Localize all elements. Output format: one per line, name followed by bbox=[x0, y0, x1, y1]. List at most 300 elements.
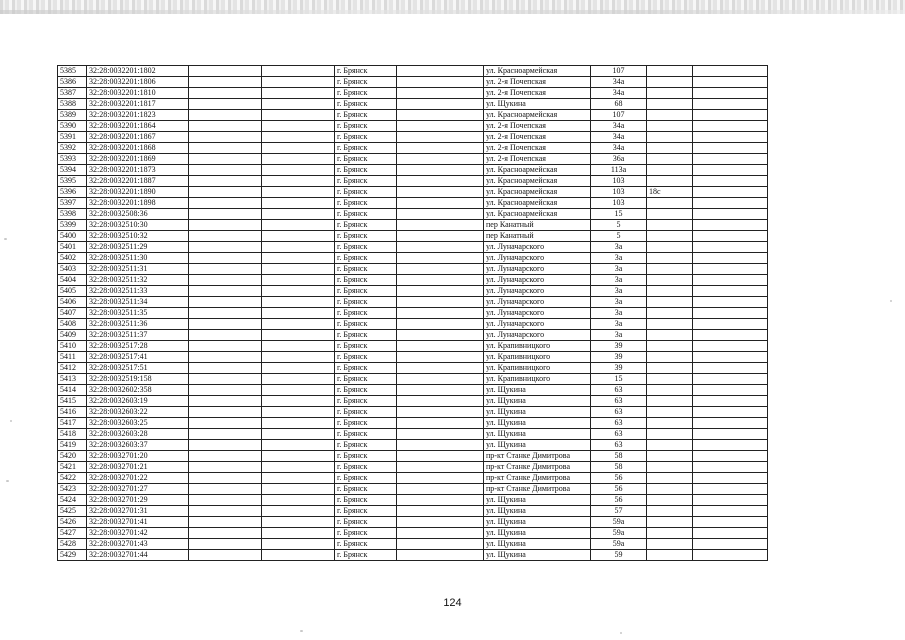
cell-num: 5410 bbox=[58, 341, 87, 352]
cell-street: ул. Красноармейская bbox=[484, 209, 591, 220]
cell-korpus bbox=[647, 209, 693, 220]
cell-c4 bbox=[262, 165, 335, 176]
cell-city: г. Брянск bbox=[335, 198, 397, 209]
cell-cadastral: 32:28:0032511:32 bbox=[87, 275, 189, 286]
table-row bbox=[58, 88, 768, 99]
cell-c10 bbox=[693, 297, 768, 308]
cell-c10 bbox=[693, 462, 768, 473]
cell-c4 bbox=[262, 253, 335, 264]
cell-c3 bbox=[189, 154, 262, 165]
cell-street: ул. Щукина bbox=[484, 517, 591, 528]
cell-c10 bbox=[693, 418, 768, 429]
cell-korpus bbox=[647, 231, 693, 242]
cell-c4 bbox=[262, 308, 335, 319]
cell-c10 bbox=[693, 121, 768, 132]
cell-house: 34а bbox=[591, 132, 647, 143]
cell-c4 bbox=[262, 99, 335, 110]
cell-c6 bbox=[397, 297, 484, 308]
cell-korpus bbox=[647, 220, 693, 231]
cell-c6 bbox=[397, 440, 484, 451]
cell-street: ул. Красноармейская bbox=[484, 176, 591, 187]
cell-house: 103 bbox=[591, 187, 647, 198]
cell-c4 bbox=[262, 429, 335, 440]
cell-c10 bbox=[693, 495, 768, 506]
cell-city: г. Брянск bbox=[335, 352, 397, 363]
cell-cadastral: 32:28:0032701:22 bbox=[87, 473, 189, 484]
cell-num: 5417 bbox=[58, 418, 87, 429]
cell-c4 bbox=[262, 539, 335, 550]
cell-c4 bbox=[262, 506, 335, 517]
cell-c6 bbox=[397, 308, 484, 319]
cell-c3 bbox=[189, 550, 262, 561]
cell-cadastral: 32:28:0032603:25 bbox=[87, 418, 189, 429]
cell-city: г. Брянск bbox=[335, 110, 397, 121]
cell-korpus bbox=[647, 66, 693, 77]
cell-c4 bbox=[262, 110, 335, 121]
cell-house: 63 bbox=[591, 385, 647, 396]
property-table bbox=[57, 65, 768, 561]
cell-c4 bbox=[262, 66, 335, 77]
cell-korpus bbox=[647, 550, 693, 561]
cell-c6 bbox=[397, 110, 484, 121]
cell-c10 bbox=[693, 77, 768, 88]
cell-house: 56 bbox=[591, 473, 647, 484]
table-row bbox=[58, 495, 768, 506]
cell-cadastral: 32:28:0032603:19 bbox=[87, 396, 189, 407]
cell-house: 59 bbox=[591, 550, 647, 561]
cell-house: 58 bbox=[591, 451, 647, 462]
cell-city: г. Брянск bbox=[335, 374, 397, 385]
cell-num: 5407 bbox=[58, 308, 87, 319]
cell-korpus bbox=[647, 286, 693, 297]
cell-house: 63 bbox=[591, 429, 647, 440]
cell-c3 bbox=[189, 539, 262, 550]
cell-c3 bbox=[189, 165, 262, 176]
cell-num: 5392 bbox=[58, 143, 87, 154]
cell-c6 bbox=[397, 330, 484, 341]
cell-house: 56 bbox=[591, 484, 647, 495]
cell-street: ул. Луначарского bbox=[484, 330, 591, 341]
cell-city: г. Брянск bbox=[335, 66, 397, 77]
cell-c4 bbox=[262, 451, 335, 462]
cell-street: пер Канатный bbox=[484, 231, 591, 242]
cell-korpus bbox=[647, 352, 693, 363]
cell-house: 63 bbox=[591, 407, 647, 418]
cell-korpus bbox=[647, 363, 693, 374]
cell-city: г. Брянск bbox=[335, 319, 397, 330]
cell-city: г. Брянск bbox=[335, 330, 397, 341]
cell-c4 bbox=[262, 495, 335, 506]
cell-city: г. Брянск bbox=[335, 550, 397, 561]
cell-c3 bbox=[189, 264, 262, 275]
cell-house: 3а bbox=[591, 330, 647, 341]
cell-c3 bbox=[189, 385, 262, 396]
cell-c6 bbox=[397, 484, 484, 495]
cell-c6 bbox=[397, 396, 484, 407]
cell-house: 39 bbox=[591, 341, 647, 352]
table-row bbox=[58, 121, 768, 132]
cell-house: 107 bbox=[591, 66, 647, 77]
table-row bbox=[58, 407, 768, 418]
cell-house: 59а bbox=[591, 517, 647, 528]
cell-house: 3а bbox=[591, 297, 647, 308]
cell-c3 bbox=[189, 517, 262, 528]
cell-cadastral: 32:28:0032603:37 bbox=[87, 440, 189, 451]
cell-c10 bbox=[693, 385, 768, 396]
cell-city: г. Брянск bbox=[335, 220, 397, 231]
cell-c6 bbox=[397, 264, 484, 275]
cell-num: 5395 bbox=[58, 176, 87, 187]
cell-c10 bbox=[693, 198, 768, 209]
cell-korpus bbox=[647, 308, 693, 319]
cell-c6 bbox=[397, 539, 484, 550]
cell-cadastral: 32:28:0032603:22 bbox=[87, 407, 189, 418]
cell-street: ул. Щукина bbox=[484, 495, 591, 506]
cell-c6 bbox=[397, 209, 484, 220]
cell-korpus bbox=[647, 121, 693, 132]
cell-c3 bbox=[189, 77, 262, 88]
cell-city: г. Брянск bbox=[335, 495, 397, 506]
cell-korpus bbox=[647, 506, 693, 517]
cell-c4 bbox=[262, 363, 335, 374]
cell-house: 15 bbox=[591, 374, 647, 385]
cell-house: 56 bbox=[591, 495, 647, 506]
cell-num: 5393 bbox=[58, 154, 87, 165]
cell-num: 5386 bbox=[58, 77, 87, 88]
cell-c4 bbox=[262, 374, 335, 385]
cell-house: 34а bbox=[591, 121, 647, 132]
cell-house: 63 bbox=[591, 440, 647, 451]
cell-c3 bbox=[189, 231, 262, 242]
cell-korpus bbox=[647, 99, 693, 110]
scan-speck bbox=[620, 632, 622, 634]
cell-c6 bbox=[397, 363, 484, 374]
cell-c10 bbox=[693, 341, 768, 352]
cell-korpus bbox=[647, 440, 693, 451]
cell-city: г. Брянск bbox=[335, 484, 397, 495]
table-row bbox=[58, 539, 768, 550]
cell-num: 5423 bbox=[58, 484, 87, 495]
cell-street: ул. Луначарского bbox=[484, 286, 591, 297]
cell-num: 5401 bbox=[58, 242, 87, 253]
cell-num: 5414 bbox=[58, 385, 87, 396]
cell-c4 bbox=[262, 220, 335, 231]
table-row bbox=[58, 308, 768, 319]
cell-cadastral: 32:28:0032511:30 bbox=[87, 253, 189, 264]
cell-c6 bbox=[397, 88, 484, 99]
cell-num: 5391 bbox=[58, 132, 87, 143]
cell-c3 bbox=[189, 473, 262, 484]
cell-c6 bbox=[397, 462, 484, 473]
cell-c3 bbox=[189, 176, 262, 187]
cell-cadastral: 32:28:0032510:30 bbox=[87, 220, 189, 231]
cell-city: г. Брянск bbox=[335, 462, 397, 473]
cell-c10 bbox=[693, 110, 768, 121]
cell-street: ул. Щукина bbox=[484, 506, 591, 517]
cell-korpus bbox=[647, 253, 693, 264]
cell-street: ул. Луначарского bbox=[484, 297, 591, 308]
table-row bbox=[58, 110, 768, 121]
cell-street: ул. Луначарского bbox=[484, 275, 591, 286]
cell-korpus bbox=[647, 154, 693, 165]
cell-c4 bbox=[262, 418, 335, 429]
cell-cadastral: 32:28:0032201:1864 bbox=[87, 121, 189, 132]
cell-street: пр-кт Станке Димитрова bbox=[484, 451, 591, 462]
cell-city: г. Брянск bbox=[335, 165, 397, 176]
cell-c6 bbox=[397, 495, 484, 506]
cell-cadastral: 32:28:0032201:1869 bbox=[87, 154, 189, 165]
cell-korpus bbox=[647, 418, 693, 429]
scan-speck bbox=[300, 630, 303, 632]
cell-c10 bbox=[693, 407, 768, 418]
cell-korpus bbox=[647, 297, 693, 308]
cell-c10 bbox=[693, 220, 768, 231]
table-row bbox=[58, 418, 768, 429]
cell-c4 bbox=[262, 407, 335, 418]
cell-num: 5416 bbox=[58, 407, 87, 418]
cell-c10 bbox=[693, 176, 768, 187]
cell-c10 bbox=[693, 374, 768, 385]
table-row bbox=[58, 143, 768, 154]
cell-city: г. Брянск bbox=[335, 506, 397, 517]
cell-c6 bbox=[397, 352, 484, 363]
cell-korpus bbox=[647, 242, 693, 253]
cell-c10 bbox=[693, 88, 768, 99]
cell-c3 bbox=[189, 66, 262, 77]
cell-num: 5415 bbox=[58, 396, 87, 407]
cell-house: 103 bbox=[591, 176, 647, 187]
cell-korpus: 18с bbox=[647, 187, 693, 198]
table-row bbox=[58, 209, 768, 220]
cell-num: 5422 bbox=[58, 473, 87, 484]
cell-korpus bbox=[647, 143, 693, 154]
cell-c6 bbox=[397, 165, 484, 176]
cell-cadastral: 32:28:0032510:32 bbox=[87, 231, 189, 242]
cell-city: г. Брянск bbox=[335, 517, 397, 528]
cell-city: г. Брянск bbox=[335, 429, 397, 440]
cell-korpus bbox=[647, 528, 693, 539]
cell-c6 bbox=[397, 451, 484, 462]
cell-house: 59а bbox=[591, 539, 647, 550]
cell-street: ул. 2-я Почепская bbox=[484, 121, 591, 132]
cell-street: ул. 2-я Почепская bbox=[484, 77, 591, 88]
cell-num: 5425 bbox=[58, 506, 87, 517]
cell-street: ул. Луначарского bbox=[484, 308, 591, 319]
cell-c10 bbox=[693, 484, 768, 495]
cell-c6 bbox=[397, 407, 484, 418]
cell-num: 5411 bbox=[58, 352, 87, 363]
cell-c10 bbox=[693, 165, 768, 176]
cell-c4 bbox=[262, 231, 335, 242]
cell-house: 59а bbox=[591, 528, 647, 539]
cell-c3 bbox=[189, 308, 262, 319]
cell-c6 bbox=[397, 66, 484, 77]
cell-num: 5424 bbox=[58, 495, 87, 506]
cell-city: г. Брянск bbox=[335, 297, 397, 308]
cell-c10 bbox=[693, 209, 768, 220]
cell-street: ул. Луначарского bbox=[484, 319, 591, 330]
cell-num: 5394 bbox=[58, 165, 87, 176]
cell-city: г. Брянск bbox=[335, 176, 397, 187]
cell-cadastral: 32:28:0032201:1873 bbox=[87, 165, 189, 176]
cell-house: 3а bbox=[591, 242, 647, 253]
cell-c3 bbox=[189, 341, 262, 352]
document-page bbox=[57, 65, 768, 561]
cell-c6 bbox=[397, 99, 484, 110]
cell-c3 bbox=[189, 319, 262, 330]
cell-house: 5 bbox=[591, 220, 647, 231]
cell-korpus bbox=[647, 407, 693, 418]
cell-korpus bbox=[647, 396, 693, 407]
cell-street: ул. Крапивницкого bbox=[484, 363, 591, 374]
cell-city: г. Брянск bbox=[335, 242, 397, 253]
table-row bbox=[58, 506, 768, 517]
cell-street: пр-кт Станке Димитрова bbox=[484, 473, 591, 484]
cell-c3 bbox=[189, 440, 262, 451]
cell-c10 bbox=[693, 275, 768, 286]
cell-c3 bbox=[189, 187, 262, 198]
cell-city: г. Брянск bbox=[335, 440, 397, 451]
cell-c10 bbox=[693, 528, 768, 539]
cell-num: 5399 bbox=[58, 220, 87, 231]
cell-num: 5413 bbox=[58, 374, 87, 385]
cell-korpus bbox=[647, 110, 693, 121]
cell-korpus bbox=[647, 462, 693, 473]
cell-c3 bbox=[189, 462, 262, 473]
cell-korpus bbox=[647, 330, 693, 341]
cell-street: ул. Щукина bbox=[484, 528, 591, 539]
cell-city: г. Брянск bbox=[335, 396, 397, 407]
cell-house: 5 bbox=[591, 231, 647, 242]
cell-street: ул. Луначарского bbox=[484, 242, 591, 253]
cell-street: ул. Красноармейская bbox=[484, 198, 591, 209]
table-row bbox=[58, 484, 768, 495]
cell-korpus bbox=[647, 165, 693, 176]
cell-num: 5420 bbox=[58, 451, 87, 462]
scan-speck bbox=[4, 238, 7, 240]
cell-street: ул. 2-я Почепская bbox=[484, 143, 591, 154]
cell-c4 bbox=[262, 550, 335, 561]
cell-city: г. Брянск bbox=[335, 473, 397, 484]
cell-c6 bbox=[397, 550, 484, 561]
cell-city: г. Брянск bbox=[335, 275, 397, 286]
table-row bbox=[58, 319, 768, 330]
table-row bbox=[58, 517, 768, 528]
cell-korpus bbox=[647, 473, 693, 484]
cell-num: 5388 bbox=[58, 99, 87, 110]
cell-c6 bbox=[397, 429, 484, 440]
cell-c6 bbox=[397, 77, 484, 88]
cell-korpus bbox=[647, 198, 693, 209]
cell-c4 bbox=[262, 528, 335, 539]
cell-street: ул. Щукина bbox=[484, 440, 591, 451]
cell-cadastral: 32:28:0032701:21 bbox=[87, 462, 189, 473]
cell-num: 5389 bbox=[58, 110, 87, 121]
cell-cadastral: 32:28:0032603:28 bbox=[87, 429, 189, 440]
cell-c6 bbox=[397, 517, 484, 528]
cell-c4 bbox=[262, 132, 335, 143]
cell-c3 bbox=[189, 286, 262, 297]
table-row bbox=[58, 264, 768, 275]
cell-num: 5402 bbox=[58, 253, 87, 264]
cell-house: 113а bbox=[591, 165, 647, 176]
table-row bbox=[58, 330, 768, 341]
cell-city: г. Брянск bbox=[335, 143, 397, 154]
cell-street: ул. Красноармейская bbox=[484, 187, 591, 198]
cell-num: 5405 bbox=[58, 286, 87, 297]
cell-num: 5397 bbox=[58, 198, 87, 209]
cell-c4 bbox=[262, 462, 335, 473]
cell-c4 bbox=[262, 88, 335, 99]
table-row bbox=[58, 286, 768, 297]
cell-c6 bbox=[397, 253, 484, 264]
scan-top-edge bbox=[0, 0, 905, 14]
cell-city: г. Брянск bbox=[335, 451, 397, 462]
cell-street: ул. Щукина bbox=[484, 396, 591, 407]
cell-c10 bbox=[693, 451, 768, 462]
table-row bbox=[58, 99, 768, 110]
cell-street: ул. Луначарского bbox=[484, 264, 591, 275]
cell-korpus bbox=[647, 319, 693, 330]
cell-house: 34а bbox=[591, 143, 647, 154]
cell-c10 bbox=[693, 440, 768, 451]
cell-house: 34а bbox=[591, 77, 647, 88]
table-row bbox=[58, 440, 768, 451]
table-row bbox=[58, 231, 768, 242]
cell-korpus bbox=[647, 341, 693, 352]
scan-speck bbox=[6, 480, 9, 482]
cell-cadastral: 32:28:0032511:31 bbox=[87, 264, 189, 275]
cell-c6 bbox=[397, 143, 484, 154]
cell-c6 bbox=[397, 374, 484, 385]
cell-cadastral: 32:28:0032511:29 bbox=[87, 242, 189, 253]
cell-city: г. Брянск bbox=[335, 99, 397, 110]
cell-c10 bbox=[693, 231, 768, 242]
cell-cadastral: 32:28:0032701:41 bbox=[87, 517, 189, 528]
cell-house: 3а bbox=[591, 275, 647, 286]
cell-cadastral: 32:28:0032511:34 bbox=[87, 297, 189, 308]
cell-street: ул. Крапивницкого bbox=[484, 341, 591, 352]
cell-c3 bbox=[189, 143, 262, 154]
cell-num: 5409 bbox=[58, 330, 87, 341]
table-row bbox=[58, 187, 768, 198]
cell-num: 5398 bbox=[58, 209, 87, 220]
cell-num: 5429 bbox=[58, 550, 87, 561]
cell-house: 3а bbox=[591, 253, 647, 264]
cell-c10 bbox=[693, 99, 768, 110]
cell-num: 5408 bbox=[58, 319, 87, 330]
cell-city: г. Брянск bbox=[335, 407, 397, 418]
cell-house: 3а bbox=[591, 308, 647, 319]
cell-c10 bbox=[693, 319, 768, 330]
table-row bbox=[58, 341, 768, 352]
cell-c6 bbox=[397, 473, 484, 484]
cell-house: 34а bbox=[591, 88, 647, 99]
table-row bbox=[58, 77, 768, 88]
cell-c10 bbox=[693, 396, 768, 407]
cell-c4 bbox=[262, 385, 335, 396]
cell-num: 5426 bbox=[58, 517, 87, 528]
cell-city: г. Брянск bbox=[335, 187, 397, 198]
table-row bbox=[58, 66, 768, 77]
cell-cadastral: 32:28:0032201:1806 bbox=[87, 77, 189, 88]
cell-street: ул. Луначарского bbox=[484, 253, 591, 264]
cell-c3 bbox=[189, 99, 262, 110]
cell-house: 107 bbox=[591, 110, 647, 121]
table-row bbox=[58, 132, 768, 143]
table-row bbox=[58, 297, 768, 308]
scan-speck bbox=[10, 420, 12, 422]
